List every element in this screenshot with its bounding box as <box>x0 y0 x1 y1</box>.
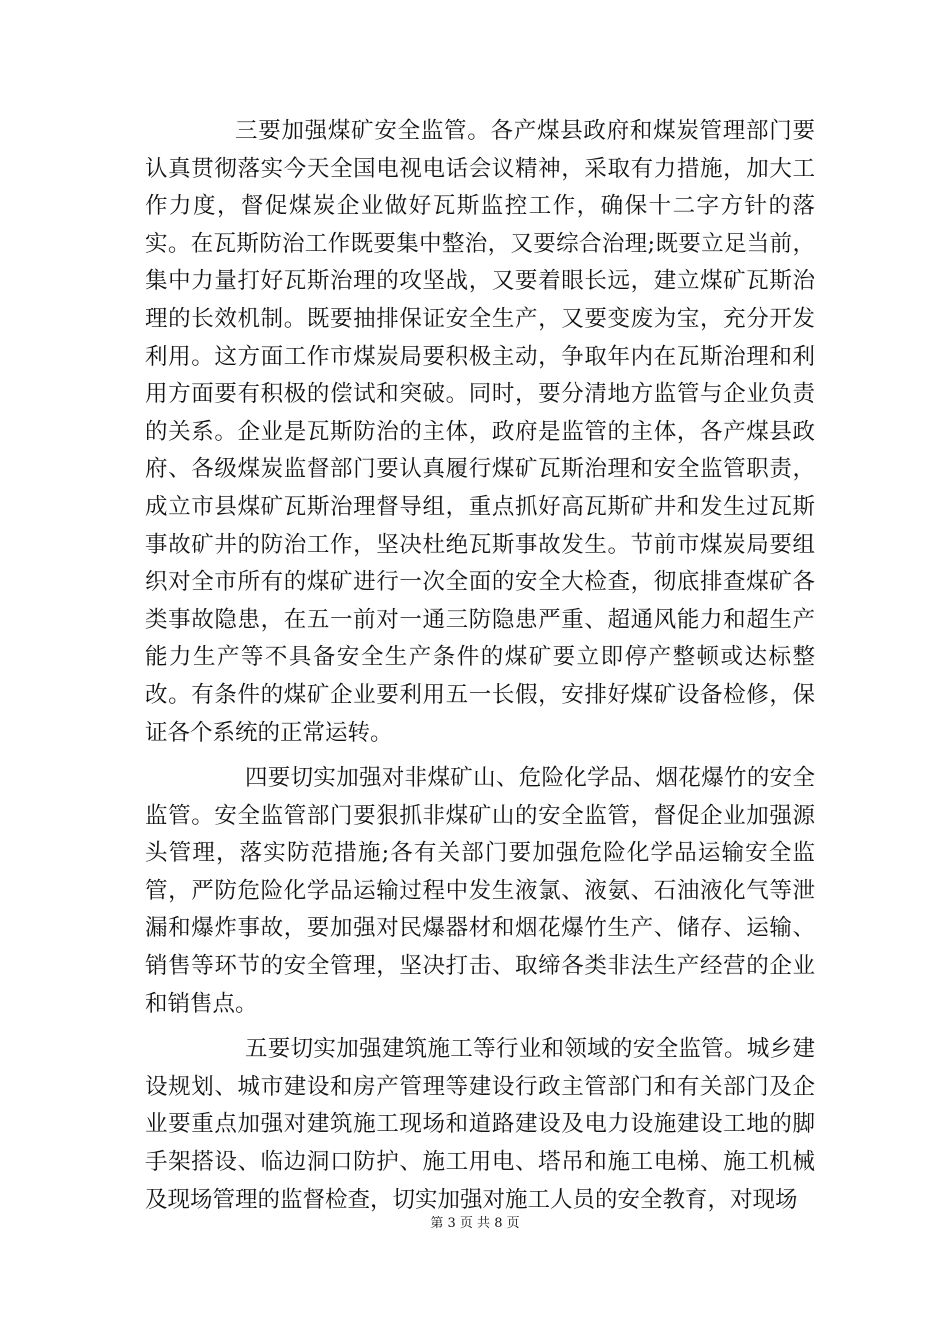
page-number-footer: 第 3 页 共 8 页 <box>430 1216 520 1231</box>
paragraph-non-coal-hazardous: 四要切实加强对非煤矿山、危险化学品、烟花爆竹的安全监管。安全监管部门要狠抓非煤矿山的安全监管，督促企业加强源头管理，落实防范措施;各有关部门要加强危险化学品运输安全监管，严防危险化学品运输过程中发生液氯、液氨、石油液化气等泄漏和爆炸事故，要加强对民爆器材和烟花爆竹生产、储存、运输、销售等环节的安全管理，坚决打击、取缔各类非法生产经营的企业和销售点。 <box>145 765 815 1017</box>
paragraph-construction-safety: 五要切实加强建筑施工等行业和领域的安全监管。城乡建设规划、城市建设和房产管理等建设行政主管部门和有关部门及企业要重点加强对建筑施工现场和道路建设及电力设施建设工地的脚手架搭设、临边洞口防护、施工用电、塔吊和施工电梯、施工机械及现场管理的监督检查，切实加强对施工人员的安全教育，对现场 <box>145 1036 815 1213</box>
document-body <box>145 113 815 1219</box>
paragraph-coal-mine-safety: 三要加强煤矿安全监管。各产煤县政府和煤炭管理部门要认真贯彻落实今天全国电视电话会议精神，采取有力措施，加大工作力度，督促煤炭企业做好瓦斯监控工作，确保十二字方针的落实。在瓦斯防治工作既要集中整治，又要综合治理;既要立足当前，集中力量打好瓦斯治理的攻坚战，又要着眼长远，建立煤矿瓦斯治理的长效机制。既要抽排保证安全生产，又要变废为宝，充分开发利用。这方面工作市煤炭局要积极主动，争取年内在瓦斯治理和利用方面要有积极的偿试和突破。同时，要分清地方监管与企业负责的关系。企业是瓦斯防治的主体，政府是监管的主体，各产煤县政府、各级煤炭监督部门要认真履行煤矿瓦斯治理和安全监管职责，成立市县煤矿瓦斯治理督导组，重点抓好高瓦斯矿井和发生过瓦斯事故矿井的防治工作，坚决杜绝瓦斯事故发生。节前市煤炭局要组织对全市所有的煤矿进行一次全面的安全大检查，彻底排查煤矿各类事故隐患，在五一前对一通三防隐患严重、超通风能力和超生产能力生产等不具备安全生产条件的煤矿要立即停产整顿或达标整改。有条件的煤矿企业要利用五一长假，安排好煤矿设备检修，保证各个系统的正常运转。 <box>145 118 815 746</box>
